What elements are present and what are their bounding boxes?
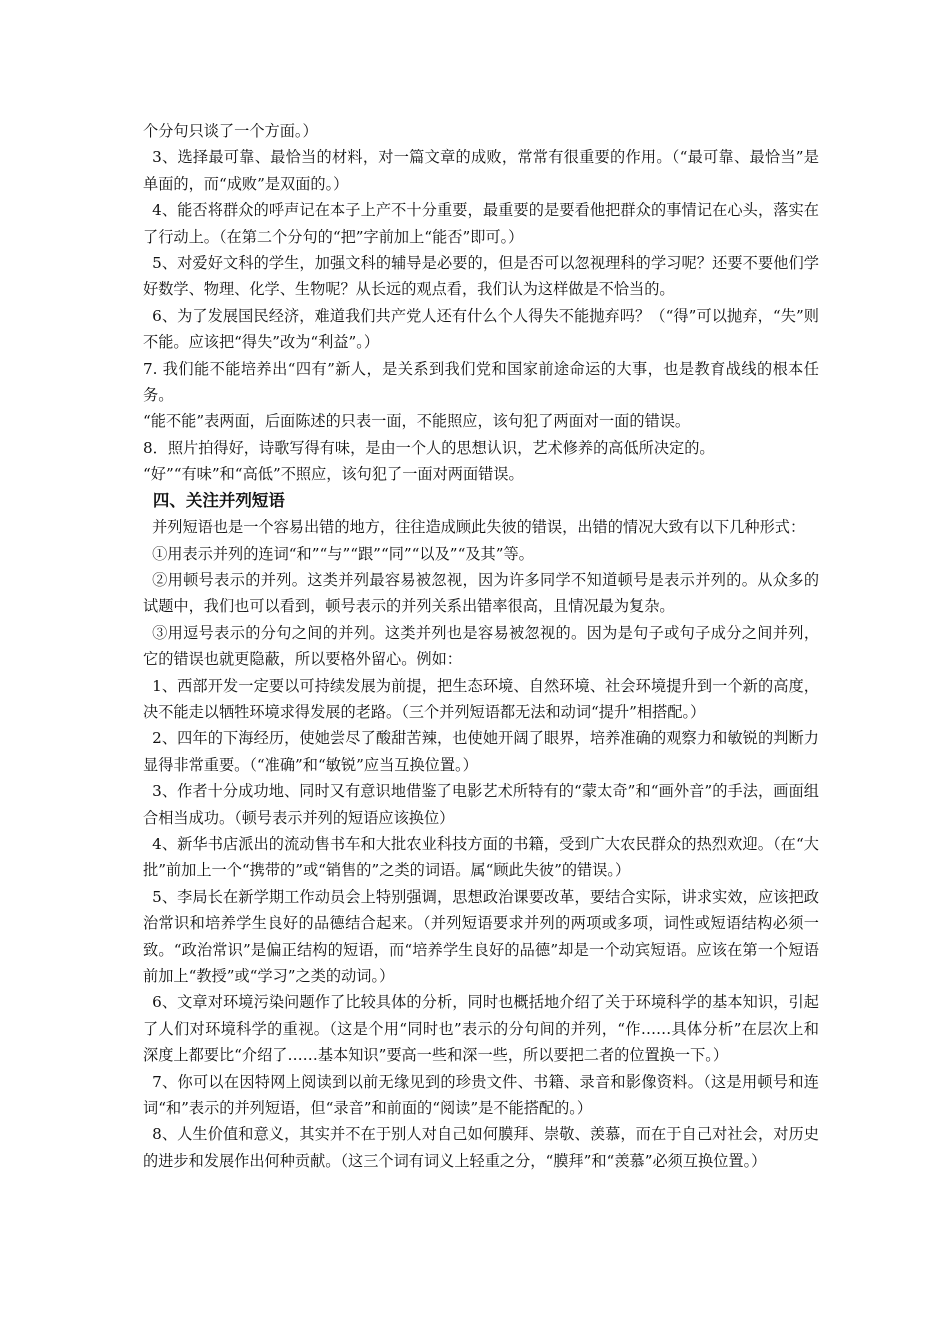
paragraph: 3、作者十分成功地、同时又有意识地借鉴了电影艺术所特有的“蒙太奇”和“画外音”的手法，画面组合相当成功。（顿号表示并列的短语应该换位） <box>143 782 819 827</box>
paragraph: ①用表示并列的连词“和”“与”“跟”“同”“以及”“及其”等。 <box>152 544 534 563</box>
paragraph: 4、能否将群众的呼声记在本子上产不十分重要，最重要的是要看他把群众的事情记在心头，落实在了行动上。（在第二个分句的“把”字前加上“能否”即可。） <box>143 201 819 246</box>
paragraph: 3、选择最可靠、最恰当的材料，对一篇文章的成败，常常有很重要的作用。（“最可靠、最恰当”是单面的，而“成败”是双面的。） <box>143 148 819 193</box>
paragraph: 个分句只谈了一个方面。） <box>143 122 318 140</box>
section-heading: 四、关注并列短语 <box>152 490 285 510</box>
paragraph: 4、新华书店派出的流动售书车和大批农业科技方面的书籍，受到广大农民群众的热烈欢迎。（在“大批”前加上一个“携带的”或“销售的”之类的词语。属“顾此失彼”的错误。） <box>143 834 819 880</box>
paragraph: 2、四年的下海经历，使她尝尽了酸甜苦辣，也使她开阔了眼界，培养准确的观察力和敏锐的判断力显得非常重要。（“准确”和“敏锐”应当互换位置。） <box>143 729 819 774</box>
paragraph: 并列短语也是一个容易出错的地方，往往造成顾此失彼的错误，出错的情况大致有以下几种形式： <box>152 518 806 537</box>
paragraph: 7. 我们能不能培养出“四有”新人，是关系到我们党和国家前途命运的大事，也是教育战线的根本任务。 <box>143 359 819 405</box>
paragraph: ③用逗号表示的分句之间的并列。这类并列也是容易被忽视的。因为是句子或句子成分之间并列，它的错误也就更隐蔽，所以要格外留心。例如： <box>143 623 819 669</box>
paragraph: ②用顿号表示的并列。这类并列最容易被忽视，因为许多同学不知道顿号是表示并列的。从众多的试题中，我们也可以看到，顿号表示的并列关系出错率很高，且情况最为复杂。 <box>143 570 819 616</box>
paragraph: 5、李局长在新学期工作动员会上特别强调，思想政治课要改革，要结合实际，讲求实效，应该把政治常识和培养学生良好的品德结合起来。（并列短语要求并列的两项或多项，词性或短语结构必须一致。“政治常识”是偏正结构的短语，而“培养学生良好的品德”却是一个动宾短语。应该在第一个短语前加上“教授”或“学习”之类的动词。） <box>143 887 819 985</box>
paragraph: “好”“有味”和“高低”不照应，该句犯了一面对两面错误。 <box>143 465 524 484</box>
document-page <box>143 118 819 1174</box>
paragraph: 8．照片拍得好，诗歌写得有味，是由一个人的思想认识，艺术修养的高低所决定的。 <box>143 438 715 457</box>
paragraph: 6、为了发展国民经济，难道我们共产党人还有什么个人得失不能抛弃吗？（“得”可以抛弃，“失”则不能。应该把“得失”改为“利益”。） <box>143 306 819 352</box>
paragraph: 1、西部开发一定要以可持续发展为前提，把生态环境、自然环境、社会环境提升到一个新的高度，决不能走以牺牲环境求得发展的老路。（三个并列短语都无法和动词“提升”相搭配。） <box>143 676 819 721</box>
paragraph: 7、你可以在因特网上阅读到以前无缘见到的珍贵文件、书籍、录音和影像资料。（这是用顿号和连词“和”表示的并列短语，但“录音”和前面的“阅读”是不能搭配的。） <box>143 1072 819 1118</box>
paragraph: 6、文章对环境污染问题作了比较具体的分析，同时也概括地介绍了关于环境科学的基本知识，引起了人们对环境科学的重视。（这是个用“同时也”表示的分句间的并列，“作……具体分析”在层次上和深度上都要比“介绍了……基本知识”要高一些和深一些，所以要把二者的位置换一下。） <box>143 993 819 1065</box>
paragraph: 5、对爱好文科的学生，加强文科的辅导是必要的，但是否可以忽视理科的学习呢？还要不要他们学好数学、物理、化学、生物呢？从长远的观点看，我们认为这样做是不恰当的。 <box>143 254 819 299</box>
paragraph: 8、人生价值和意义，其实并不在于别人对自己如何膜拜、崇敬、羡慕，而在于自己对社会，对历史的进步和发展作出何种贡献。（这三个词有词义上轻重之分，“膜拜”和“羡慕”必须互换位置。） <box>143 1125 819 1170</box>
paragraph: “能不能”表两面，后面陈述的只表一面，不能照应，该句犯了两面对一面的错误。 <box>143 412 691 431</box>
